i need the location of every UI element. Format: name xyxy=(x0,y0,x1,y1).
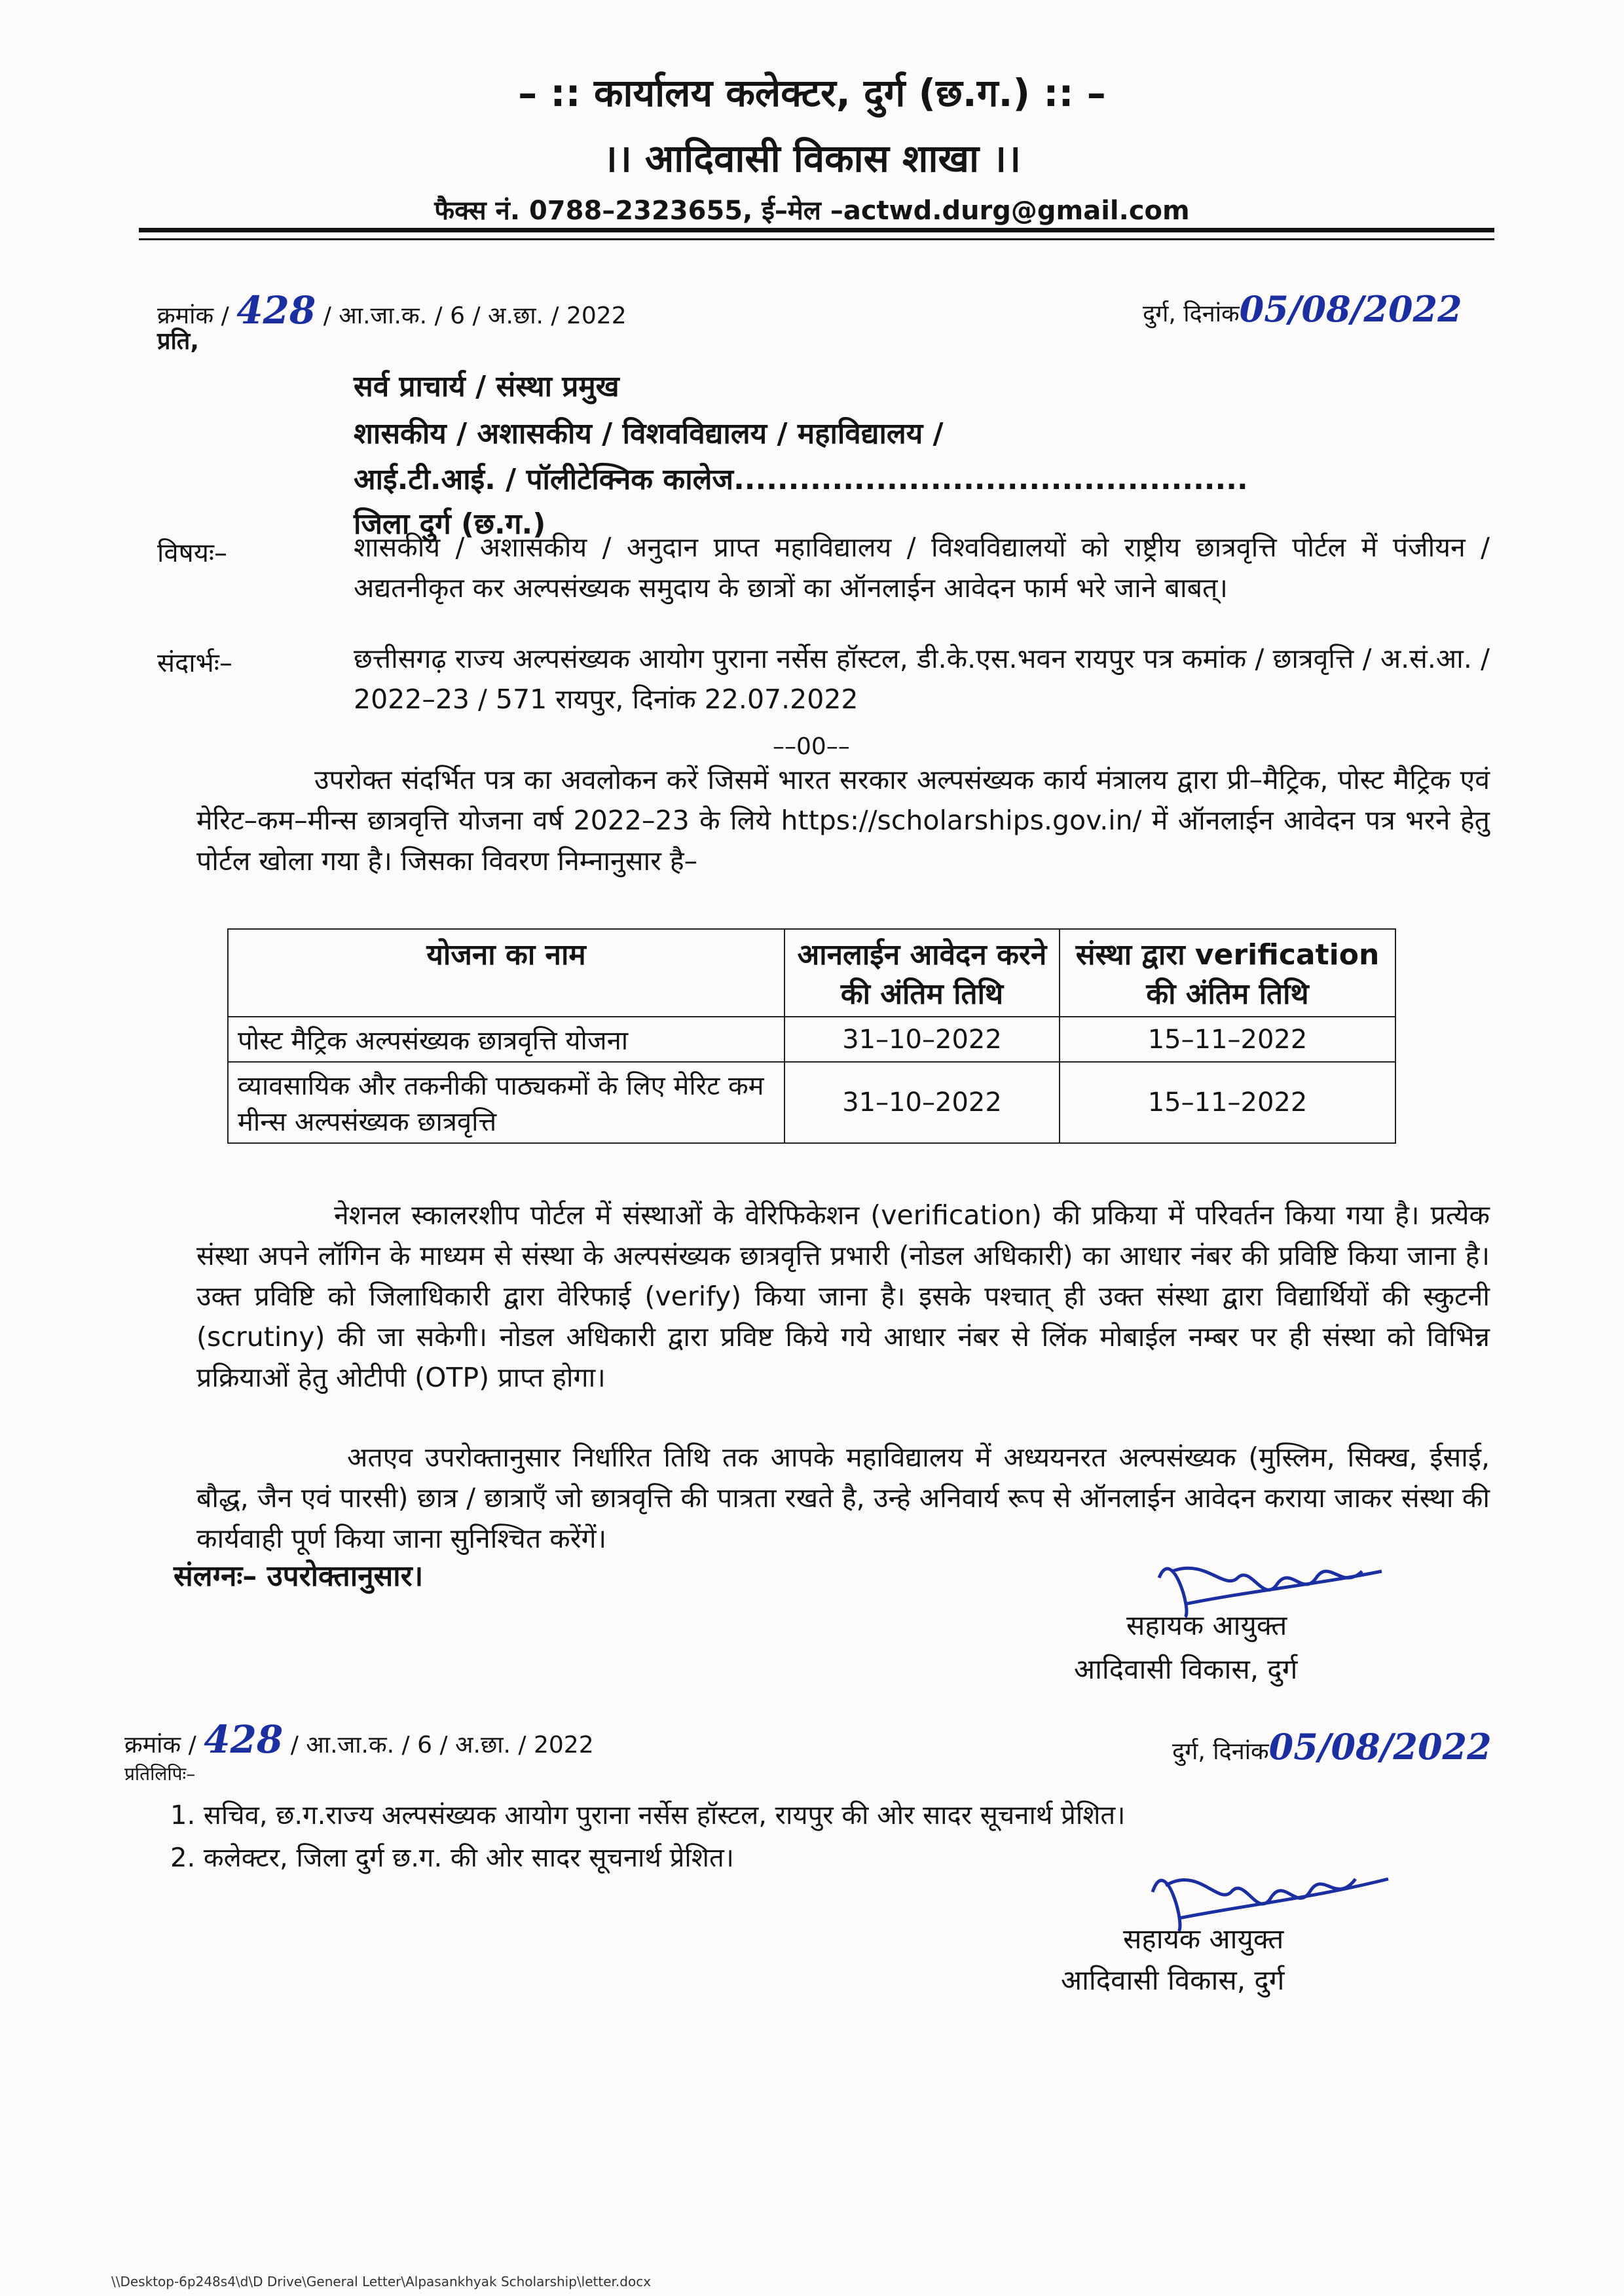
body-paragraph-3-text: अतएव उपरोक्तानुसार निर्धारित तिथि तक आपके महाविद्यालय में अध्ययनरत अल्पसंख्यक (मुस्लिम, सिक्ख, ईसाई, बौद्ध, जैन एवं पारसी) छात्र / छात्राएँ जो छात्रवृत्ति की पात्रता रखते है, उन्हे अनिवार्य रूप से ऑनलाईन आवेदन कराया जाकर संस्था की कार्यवाही पूर्ण किया जाना सुनिश्चित करेंगें। xyxy=(196,1442,1490,1554)
signatory-department: आदिवासी विकास, दुर्ग xyxy=(1074,1653,1298,1685)
col-header-apply-date: आनलाईन आवेदन करने की अंतिम तिथि xyxy=(784,929,1060,1017)
verify-last-date: 15–11–2022 xyxy=(1060,1017,1395,1062)
subject-text: शासकीय / अशासकीय / अनुदान प्राप्त महाविद्यालय / विश्वविद्यालयों को राष्ट्रीय छात्रवृत्ति पोर्टल में पंजीयन / अद्यतनीकृत कर अल्पसंख्यक समुदाय के छात्रों का ऑनलाईन आवेदन फार्म भरे जाने बाबत्। xyxy=(354,532,1490,604)
letter-number: 428 xyxy=(236,288,316,333)
addressee-line-2: शासकीय / अशासकीय / विशवविद्यालय / महाविद्यालय / xyxy=(354,417,944,450)
prati-label: प्रति, xyxy=(157,328,200,355)
sandarbh-text: छत्तीसगढ़ राज्य अल्पसंख्यक आयोग पुराना नर्सेस हॉस्टल, डी.के.एस.भवन रायपुर पत्र कमांक / छात्रवृत्ति / अ.सं.आ. / 2022–23 / 571 रायपुर, दिनांक 22.07.2022 xyxy=(354,643,1490,715)
apply-last-date: 31–10–2022 xyxy=(784,1017,1060,1062)
col-header-verify-date: संस्था द्वारा verification की अंतिम तिथि xyxy=(1060,929,1395,1017)
subject-label: विषयः– xyxy=(157,538,227,568)
sandarbh-label: संदार्भः– xyxy=(157,648,232,678)
copy-signatory-designation: सहायक आयुक्त xyxy=(1123,1923,1284,1955)
verify-last-date: 15–11–2022 xyxy=(1060,1062,1395,1143)
header-rule xyxy=(139,228,1494,232)
scheme-table xyxy=(227,928,1396,1144)
letter-date: 05/08/2022 xyxy=(1239,288,1462,330)
table-row xyxy=(228,1017,1395,1062)
copy-list-item: 1. सचिव, छ.ग.राज्य अल्पसंख्यक आयोग पुराना नर्सेस हॉस्टल, रायपुर की ओर सादर सूचनार्थ प्रेशित। xyxy=(170,1800,1126,1831)
body-paragraph-1-text: उपरोक्त संदर्भित पत्र का अवलोकन करें जिसमें भारत सरकार अल्पसंख्यक कार्य मंत्रालय द्वारा प्री–मैट्रिक, पोस्ट मैट्रिक एवं मेरिट–कम–मीन्स छात्रवृत्ति योजना वर्ष 2022–23 के लिये https://scholarships.gov.in/ में ऑनलाईन आवेदन पत्र भरने हेतु पोर्टल खोला गया है। जिसका विवरण निम्नानुसार है– xyxy=(196,764,1490,877)
pratilipi-label: प्रतिलिपिः– xyxy=(124,1763,196,1785)
copy-kramank-label: क्रमांक / xyxy=(124,1732,196,1758)
body-paragraph-2 xyxy=(196,1195,1490,1398)
copy-letter-date: 05/08/2022 xyxy=(1268,1726,1492,1768)
header-rule-thin xyxy=(139,238,1494,240)
apply-last-date: 31–10–2022 xyxy=(784,1062,1060,1143)
copy-reference-line xyxy=(124,1717,594,1762)
copy-date-line xyxy=(1172,1726,1492,1768)
office-title: – :: कार्यालय कलेक्टर, दुर्ग (छ.ग.) :: – xyxy=(518,71,1106,115)
table-header-row xyxy=(228,929,1395,1017)
addressee-line-3: आई.टी.आई. / पॉलीटेक्निक कालेज............................................... xyxy=(354,463,1248,496)
separator: ––00–– xyxy=(773,733,850,760)
scheme-name: व्यावसायिक और तकनीकी पाठ्यकमों के लिए मेरिट कम मीन्स अल्पसंख्यक छात्रवृत्ति xyxy=(228,1062,784,1143)
table-row xyxy=(228,1062,1395,1143)
scheme-name: पोस्ट मैट्रिक अल्पसंख्यक छात्रवृत्ति योजना xyxy=(228,1017,784,1062)
reference-code: / आ.जा.क. / 6 / अ.छा. / 2022 xyxy=(323,302,627,329)
date-line xyxy=(1143,288,1462,330)
body-paragraph-2-text: नेशनल स्कालरशीप पोर्टल में संस्थाओं के वेरिफिकेशन (verification) की प्रकिया में परिवर्तन किया गया है। प्रत्येक संस्था अपने लॉगिन के माध्यम से संस्था के अल्पसंख्यक छात्रवृत्ति प्रभारी (नोडल अधिकारी) का आधार नंबर की प्रविष्टि किया जाना है। उक्त प्रविष्टि को जिलाधिकारी द्वारा वेरिफाई (verify) किया जाना है। इसके पश्चात् ही उक्त संस्था द्वारा विद्यार्थियों की स्कुटनी (scrutiny) की जा सकेगी। नोडल अधिकारी द्वारा प्रविष्ट किये गये आधार नंबर से लिंक मोबाईल नम्बर पर ही संस्था को विभिन्न प्रक्रियाओं हेतु ओटीपी (OTP) प्राप्त होगा। xyxy=(196,1199,1490,1393)
copy-list-item: 2. कलेक्टर, जिला दुर्ग छ.ग. की ओर सादर सूचनार्थ प्रेशित। xyxy=(170,1843,734,1873)
file-path-footer: \\Desktop-6p248s4\d\D Drive\General Letter\Alpasankhyak Scholarship\letter.docx xyxy=(111,2274,652,2289)
date-label: दुर्ग, दिनांक xyxy=(1143,301,1240,327)
copy-date-label: दुर्ग, दिनांक xyxy=(1172,1738,1269,1765)
copy-signatory-department: आदिवासी विकास, दुर्ग xyxy=(1061,1964,1285,1996)
contact-line: फैक्स नं. 0788–2323655, ई–मेल –actwd.durg@gmail.com xyxy=(434,196,1190,226)
addressee-line-4: जिला दुर्ग (छ.ग.) xyxy=(354,507,546,541)
kramank-label: क्रमांक / xyxy=(157,302,229,329)
enclosure: संलग्नः– उपरोक्तानुसार। xyxy=(174,1559,424,1593)
copy-letter-number: 428 xyxy=(204,1717,284,1762)
copy-reference-code: / आ.जा.क. / 6 / अ.छा. / 2022 xyxy=(290,1732,594,1758)
branch-title: ।। आदिवासी विकास शाखा ।। xyxy=(602,136,1022,181)
col-header-scheme: योजना का नाम xyxy=(228,929,784,1017)
signatory-designation: सहायक आयुक्त xyxy=(1126,1609,1287,1641)
reference-line xyxy=(157,288,627,333)
addressee-line-1: सर्व प्राचार्य / संस्था प्रमुख xyxy=(354,370,619,403)
body-paragraph-1 xyxy=(196,759,1490,881)
